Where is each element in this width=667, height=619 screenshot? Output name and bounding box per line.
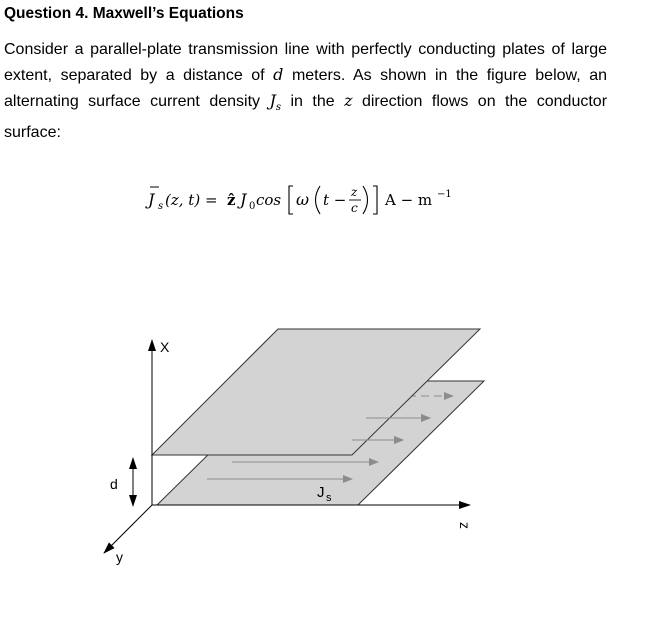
current-density-variable: $J_s$ [269, 91, 282, 114]
statement-line-3c: direction flows on the [352, 93, 528, 110]
eq-frac-den: c [351, 201, 358, 215]
question-title: Question 4. Maxwell’s Equations [4, 5, 244, 22]
statement-line-4: conductor surface: [4, 93, 608, 142]
separation-label: d [110, 476, 118, 492]
statement-line-3a: an alternating surface current density [4, 67, 607, 110]
eq-lhs-J: J [148, 190, 155, 209]
eq-lhs-sub: s [158, 201, 164, 212]
statement-line-1: Consider a parallel-plate transmission line with perfectly conducting plates of [4, 41, 565, 58]
separation-variable: d [273, 65, 284, 84]
x-axis-label: X [160, 339, 170, 355]
eq-zhat: ẑ [227, 191, 236, 209]
eq-J0: J [240, 190, 247, 209]
y-axis [104, 505, 152, 553]
eq-t-minus: t − [323, 191, 347, 209]
eq-lhs-args: (z, t) = [165, 191, 218, 209]
y-axis-label: y [116, 549, 123, 565]
eq-J0-sub: 0 [249, 201, 256, 212]
eq-omega: ω [296, 190, 310, 209]
z-axis-label: z [457, 522, 473, 529]
current-label-sub: s [326, 492, 332, 504]
current-label: J [317, 484, 325, 501]
eq-cos: cos [256, 191, 282, 209]
statement-line-2a: large extent, separated by a distance of [4, 41, 608, 84]
eq-units-exp: −1 [437, 189, 452, 200]
statement-line-2b: meters. As shown in the figure below, [283, 67, 581, 84]
eq-units: A − m [385, 191, 433, 209]
statement-line-3b: in the [281, 93, 345, 110]
eq-frac-num: z [351, 185, 358, 199]
direction-variable: z [344, 91, 353, 110]
